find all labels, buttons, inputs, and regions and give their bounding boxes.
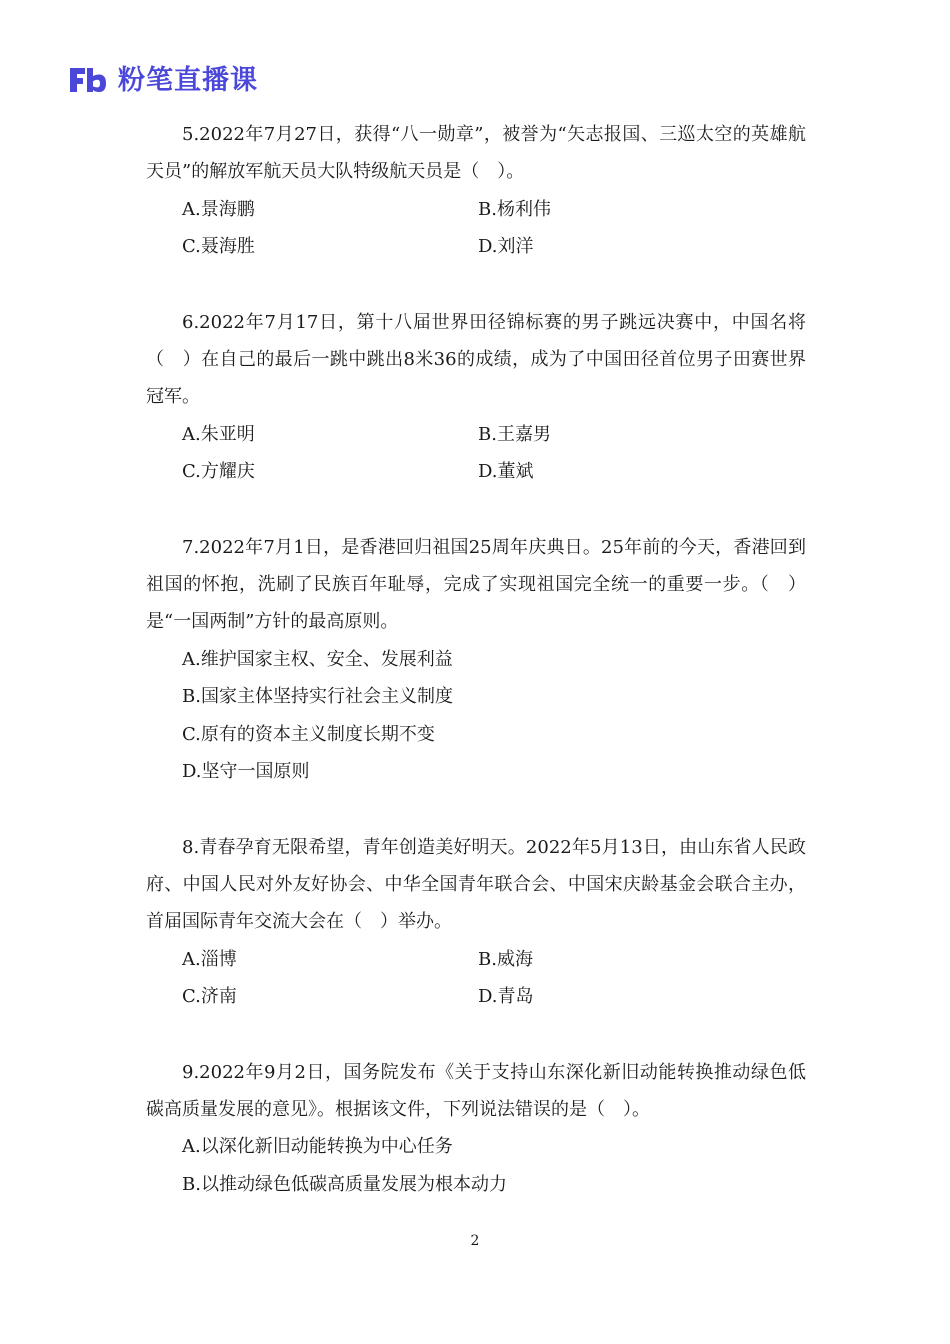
- option-d: D.坚守一国原则: [182, 761, 310, 783]
- option-c: C.原有的资本主义制度长期不变: [182, 723, 435, 745]
- question-9: [146, 1054, 806, 1204]
- option-a: A.以深化新旧动能转换为中心任务: [182, 1136, 453, 1158]
- question-stem: 5.2022年7月27日，获得“八一勋章”，被誉为“矢志报国、三巡太空的英雄航天员”的解放军航天员大队特级航天员是（ ）。: [146, 124, 806, 183]
- page-number: 2: [470, 1233, 480, 1249]
- question-stem: 9.2022年9月2日，国务院发布《关于支持山东深化新旧动能转换推动绿色低碳高质量发展的意见》。根据该文件，下列说法错误的是（ ）。: [146, 1061, 806, 1120]
- option-b: B.杨利伟: [478, 198, 551, 220]
- option-c: C.方耀庆: [182, 461, 255, 483]
- fb-logo-icon: [68, 66, 108, 94]
- options: [146, 1128, 806, 1203]
- option-d: D.青岛: [478, 986, 534, 1008]
- option-b: B.以推动绿色低碳高质量发展为根本动力: [182, 1173, 507, 1195]
- options: [146, 191, 806, 266]
- question-list: [146, 116, 806, 1241]
- option-c: C.济南: [182, 986, 237, 1008]
- question-stem: 6.2022年7月17日，第十八届世界田径锦标赛的男子跳远决赛中，中国名将（ ）在自己的最后一跳中跳出8米36的成绩，成为了中国田径首位男子田赛世界冠军。: [146, 311, 806, 408]
- options: [146, 416, 806, 491]
- option-b: B.威海: [478, 948, 533, 970]
- question-8: [146, 829, 806, 1016]
- option-c: C.聂海胜: [182, 236, 255, 258]
- option-b: B.王嘉男: [478, 423, 551, 445]
- question-7: [146, 529, 806, 791]
- option-a: A.淄博: [182, 948, 237, 970]
- page-header: [68, 62, 258, 98]
- option-d: D.董斌: [478, 461, 534, 483]
- options: [146, 941, 806, 1016]
- option-a: A.朱亚明: [182, 423, 255, 445]
- option-d: D.刘洋: [478, 236, 534, 258]
- question-5: [146, 116, 806, 266]
- option-a: A.景海鹏: [182, 198, 255, 220]
- options: [146, 641, 806, 791]
- question-6: [146, 304, 806, 491]
- question-stem: 8.青春孕育无限希望，青年创造美好明天。2022年5月13日，由山东省人民政府、中国人民对外友好协会、中华全国青年联合会、中国宋庆龄基金会联合主办，首届国际青年交流大会在（ ）举办。: [146, 836, 806, 933]
- option-a: A.维护国家主权、安全、发展利益: [182, 648, 453, 670]
- option-b: B.国家主体坚持实行社会主义制度: [182, 686, 453, 708]
- brand-name: 粉笔直播课: [118, 64, 258, 96]
- question-stem: 7.2022年7月1日，是香港回归祖国25周年庆典日。25年前的今天，香港回到祖国的怀抱，洗刷了民族百年耻辱，完成了实现祖国完全统一的重要一步。（ ）是“一国两制”方针的最高原则。: [146, 536, 806, 633]
